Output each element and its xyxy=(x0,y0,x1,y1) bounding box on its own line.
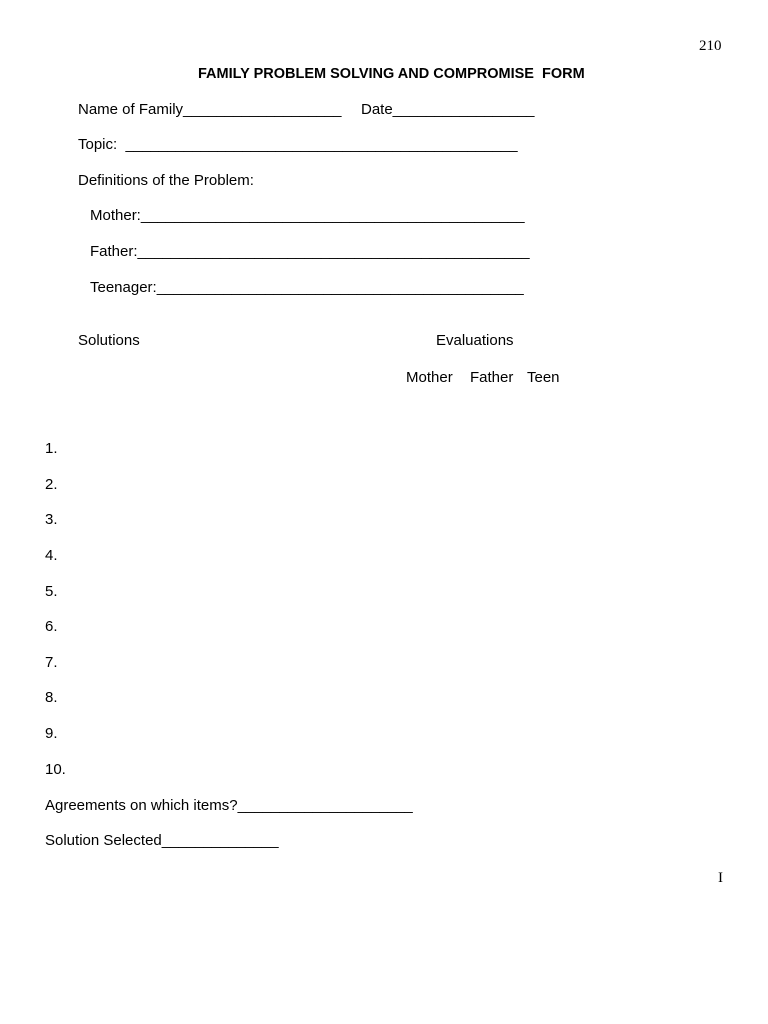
list-item: 6. xyxy=(45,618,58,635)
father-definition-field: Father:_______________________________________________ xyxy=(90,243,530,260)
list-item: 2. xyxy=(45,476,58,493)
list-item: 10. xyxy=(45,761,66,778)
evaluator-mother: Mother xyxy=(406,369,453,386)
list-item: 4. xyxy=(45,547,58,564)
list-item: 5. xyxy=(45,583,58,600)
solutions-heading: Solutions xyxy=(78,332,140,349)
definitions-heading: Definitions of the Problem: xyxy=(78,172,254,189)
agreements-field: Agreements on which items?_____________________ xyxy=(45,797,413,814)
list-item: 3. xyxy=(45,511,58,528)
mother-definition-field: Mother:______________________________________________ xyxy=(90,207,525,224)
list-item: 8. xyxy=(45,689,58,706)
footer-mark: I xyxy=(718,870,723,886)
name-of-family-field: Name of Family___________________ xyxy=(78,101,342,118)
page-number: 210 xyxy=(699,38,722,54)
list-item: 1. xyxy=(45,440,58,457)
teenager-definition-field: Teenager:____________________________________________ xyxy=(90,279,524,296)
evaluator-teen: Teen xyxy=(527,369,560,386)
solution-selected-field: Solution Selected______________ xyxy=(45,832,279,849)
list-item: 9. xyxy=(45,725,58,742)
date-field: Date_________________ xyxy=(361,101,535,118)
evaluator-father: Father xyxy=(470,369,514,386)
form-title: FAMILY PROBLEM SOLVING AND COMPROMISE FORM xyxy=(198,66,585,82)
evaluations-heading: Evaluations xyxy=(436,332,514,349)
list-item: 7. xyxy=(45,654,58,671)
topic-field: Topic: _______________________________________________ xyxy=(78,136,518,153)
